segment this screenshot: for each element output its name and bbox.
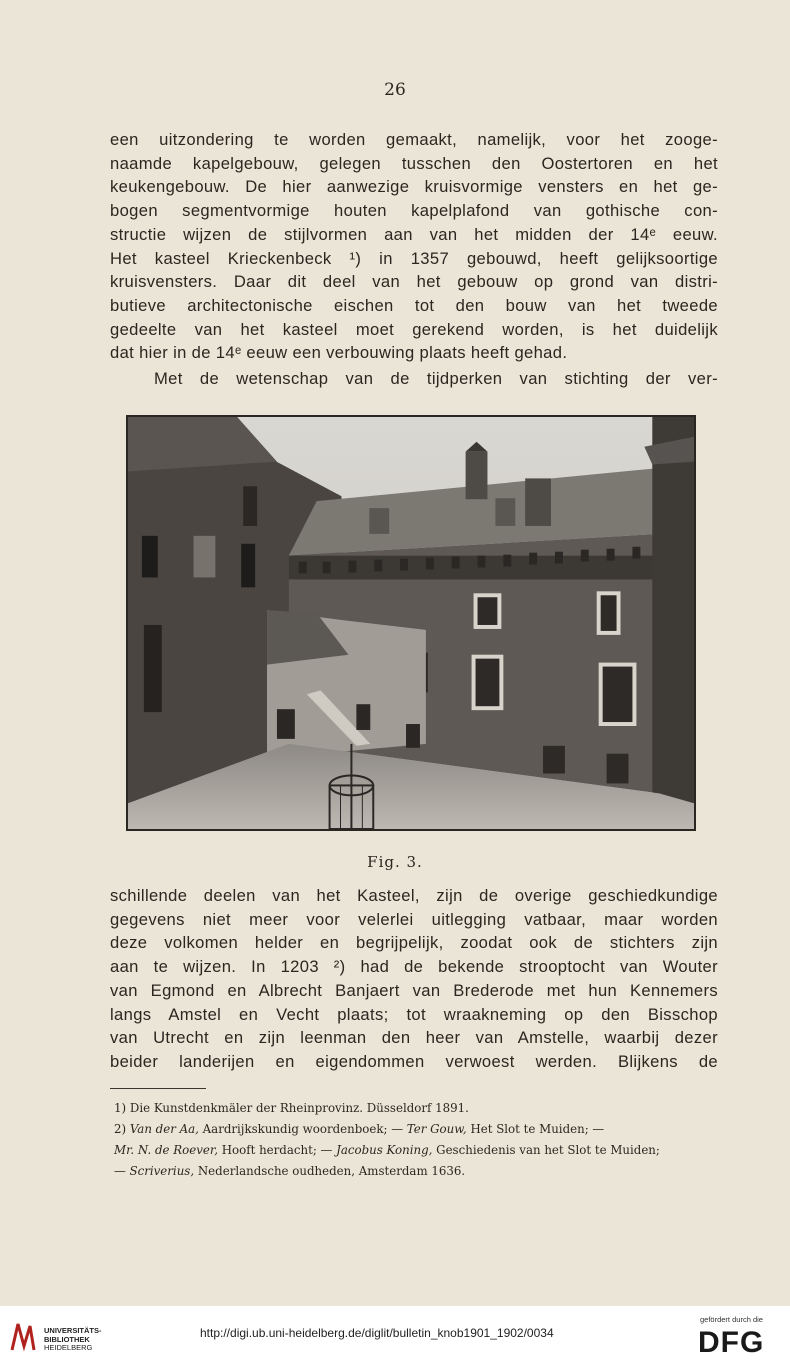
institution-line: BIBLIOTHEK — [44, 1334, 90, 1344]
text-line: schillende deelen van het Kasteel, zijn de overige geschiedkundige — [110, 886, 718, 905]
text-line: beider landerijen en eigendommen verwoest werden. Blijkens de — [110, 1051, 718, 1071]
university-seal-icon — [8, 1320, 38, 1354]
footnote-text: Hooft herdacht; — — [221, 1143, 333, 1157]
paragraph-3-text — [110, 884, 718, 1074]
page-number: 26 — [384, 80, 406, 100]
institution-name — [44, 1327, 102, 1353]
sponsor-text: gefördert durch die — [700, 1315, 763, 1324]
courtyard-photograph — [126, 415, 696, 831]
text-line: deze volkomen helder en begrijpelijk, zoodat ook de stichters zijn — [110, 933, 718, 953]
photo-illustration — [128, 417, 694, 829]
permalink-url[interactable]: http://digi.ub.uni-heidelberg.de/diglit/bulletin_knob1901_1902/0034 — [200, 1326, 554, 1340]
footnote-text: Geschiedenis van het Slot te Muiden; — [436, 1143, 660, 1157]
text-line: keukengebouw. De hier aanwezige kruisvormige vensters en het ge- — [110, 177, 718, 197]
footnote-1: 1) Die Kunstdenkmäler der Rheinprovinz. Düsseldorf 1891. — [114, 1101, 469, 1115]
footnote-2-line-3 — [114, 1161, 718, 1182]
footnote-author: Jacobus Koning, — [336, 1143, 433, 1157]
text-line: structie wijzen de stijlvormen aan van het midden der 14ᵉ eeuw. — [110, 224, 718, 244]
text-line: Het kasteel Krieckenbeck ¹) in 1357 gebouwd, heeft gelijksoortige — [110, 248, 718, 268]
footnote-text: Aardrijkskundig woordenboek; — — [202, 1122, 404, 1136]
footnote-divider — [110, 1088, 206, 1089]
footnote-2-line-1 — [114, 1119, 718, 1140]
text-line: van Utrecht en zijn leenman den heer van Amstelle, waarbij dezer — [110, 1028, 718, 1048]
paragraph-2 — [110, 367, 718, 391]
institution-line: HEIDELBERG — [44, 1343, 93, 1352]
paragraph-1 — [110, 128, 718, 365]
footnote-text: Nederlandsche oudheden, Amsterdam 1636. — [197, 1164, 466, 1178]
text-line: bogen segmentvormige houten kapelplafond van gothische con- — [110, 201, 718, 221]
footnote-author: Van der Aa, — [129, 1122, 199, 1136]
text-line: aan te wijzen. In 1203 ²) had de bekende strooptocht van Wouter — [110, 957, 718, 977]
text-line: langs Amstel en Vecht plaats; tot wraakneming op den Bisschop — [110, 1004, 718, 1024]
dfg-logo: DFG — [698, 1326, 765, 1359]
text-line: gegevens niet meer voor velerlei uitlegging vatbaar, maar worden — [110, 909, 718, 929]
text-line: Met de wetenschap van de tijdperken van stichting der ver- — [154, 369, 718, 388]
text-line: dat hier in de 14ᵉ eeuw een verbouwing plaats heeft gehad. — [110, 343, 568, 363]
figure-caption: Fig. 3. — [367, 853, 423, 871]
footnote-author: Scriverius, — [129, 1164, 195, 1178]
text-line: naamde kapelgebouw, gelegen tusschen den Oostertoren en het — [110, 153, 718, 173]
institution-line: UNIVERSITÄTS- — [44, 1326, 102, 1335]
footnote-text: Het Slot te Muiden; — — [470, 1122, 605, 1136]
footnote-2-number: 2) — [114, 1122, 127, 1136]
footnote-author: Mr. N. de Roever, — [114, 1143, 218, 1157]
footnote-author: Ter Gouw, — [406, 1122, 467, 1136]
text-line: butieve architectonische eischen tot den bouw van het tweede — [110, 295, 718, 315]
viewer-footer — [0, 1306, 790, 1365]
paragraph-3 — [110, 884, 718, 1074]
paragraph-2-text — [110, 367, 718, 391]
footnotes — [114, 1098, 718, 1182]
paragraph-1-text — [110, 128, 718, 365]
text-line: van Egmond en Albrecht Banjaert van Brederode met hun Kennemers — [110, 980, 718, 1000]
text-line: kruisvensters. Daar dit deel van het gebouw op grond van distri- — [110, 272, 718, 292]
text-line: een uitzondering te worden gemaakt, namelijk, voor het zooge- — [110, 130, 718, 149]
footnote-dash: — — [114, 1164, 126, 1178]
footnote-2-line-2 — [114, 1140, 718, 1161]
text-line: gedeelte van het kasteel moet gerekend worden, is het duidelijk — [110, 319, 718, 339]
